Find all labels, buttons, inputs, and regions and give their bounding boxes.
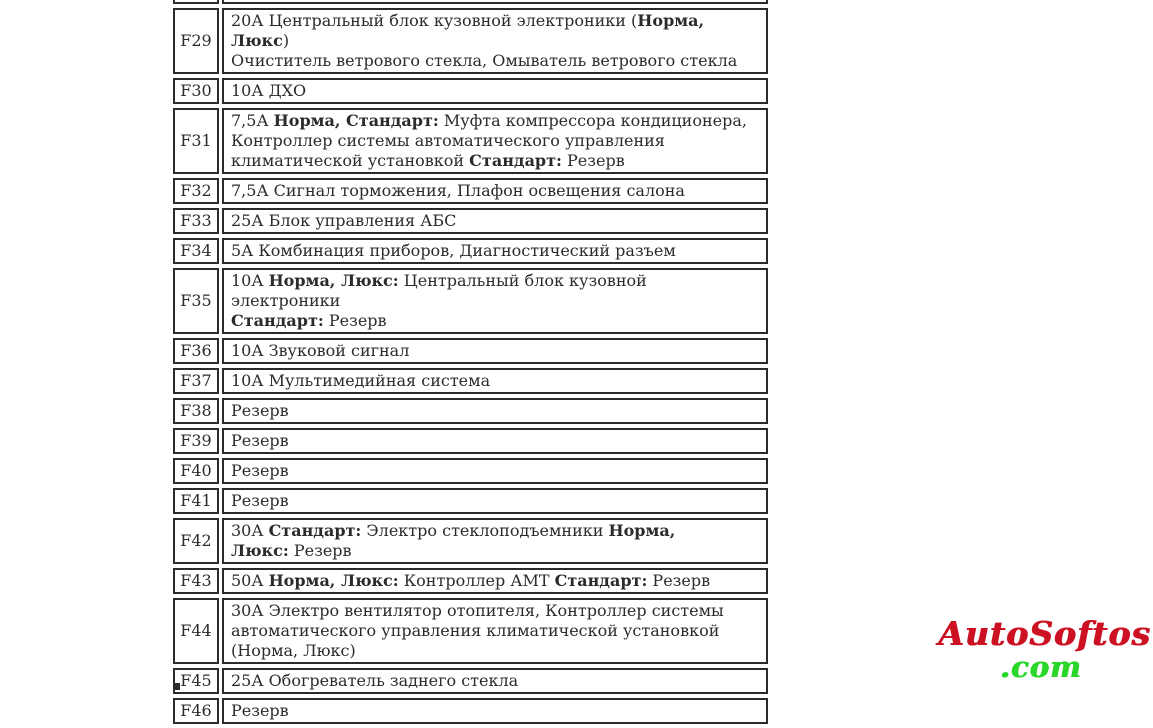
table-row xyxy=(173,268,768,334)
description-text: 10А Звуковой сигнал xyxy=(231,341,410,360)
fuse-id-cell: F35 xyxy=(173,268,219,334)
table-row xyxy=(173,398,768,424)
description-text: 7,5А Сигнал торможения, Плафон освещения салона xyxy=(231,181,685,200)
fuse-description-cell xyxy=(222,458,768,484)
fuse-description-cell xyxy=(222,238,768,264)
description-text: Муфта компрессора кондиционера, xyxy=(438,111,747,130)
cutoff-row-above-description-cell xyxy=(222,0,768,4)
description-text: Очиститель ветрового стекла, Омыватель ветрового стекла xyxy=(231,51,738,70)
table-row xyxy=(173,518,768,564)
fuse-description-cell xyxy=(222,598,768,664)
trim-level-label: Стандарт: xyxy=(268,521,362,540)
table-row xyxy=(173,458,768,484)
fuse-description-cell xyxy=(222,568,768,594)
description-text: 10А ДХО xyxy=(231,81,307,100)
description-text: 30А Электро вентилятор отопителя, Контроллер системы xyxy=(231,601,724,620)
table-row xyxy=(173,488,768,514)
fuse-id-cell: F40 xyxy=(173,458,219,484)
description-text: (Норма, Люкс) xyxy=(231,641,356,660)
watermark xyxy=(938,614,1151,684)
watermark-domain-suffix: .com xyxy=(999,650,1082,684)
fuse-description-cell xyxy=(222,668,768,694)
table-row xyxy=(173,238,768,264)
table-row xyxy=(173,178,768,204)
description-text: 20А Центральный блок кузовной электроники ( xyxy=(231,11,638,30)
fuse-id-cell: F34 xyxy=(173,238,219,264)
description-text: 30А xyxy=(231,521,269,540)
description-text: Резерв xyxy=(231,491,289,510)
description-text: климатической установкой xyxy=(231,151,470,170)
description-text: Резерв xyxy=(231,431,289,450)
description-text: 50А xyxy=(231,571,269,590)
trim-level-label: Норма, Люкс xyxy=(231,11,705,50)
description-text: Резерв xyxy=(288,541,352,560)
fuse-id-cell: F30 xyxy=(173,78,219,104)
description-text: 7,5А xyxy=(231,111,274,130)
table-row xyxy=(173,428,768,454)
description-text: Резерв xyxy=(323,311,387,330)
fuse-id-cell: F31 xyxy=(173,108,219,174)
description-text: ) xyxy=(282,31,290,50)
description-text: Резерв xyxy=(231,461,289,480)
trim-level-label: Норма, Стандарт: xyxy=(273,111,439,130)
watermark-site-name: AutoSoftos xyxy=(938,614,1151,653)
description-text: 25А Обогреватель заднего стекла xyxy=(231,671,519,690)
description-text: Контроллер системы автоматического управления xyxy=(231,131,665,150)
fuse-id-cell: F32 xyxy=(173,178,219,204)
description-text: Электро стеклоподъемники xyxy=(361,521,609,540)
fuse-description-cell xyxy=(222,488,768,514)
fuse-description-cell xyxy=(222,78,768,104)
description-text: автоматического управления климатической установкой xyxy=(231,621,720,640)
table-row xyxy=(173,108,768,174)
table-row xyxy=(173,338,768,364)
description-text: Резерв xyxy=(647,571,711,590)
table-row xyxy=(173,568,768,594)
table-row xyxy=(173,208,768,234)
fuse-id-cell: F46 xyxy=(173,698,219,724)
fuse-id-cell: F41 xyxy=(173,488,219,514)
fuse-description-cell xyxy=(222,428,768,454)
description-text: 10А Мультимедийная система xyxy=(231,371,491,390)
description-text: Центральный блок кузовной электроники xyxy=(231,271,647,310)
fuse-id-cell: F43 xyxy=(173,568,219,594)
table-row xyxy=(173,78,768,104)
trim-level-label: Норма, Люкс: xyxy=(268,571,399,590)
table-row xyxy=(173,368,768,394)
table-row xyxy=(173,598,768,664)
description-text: Резерв xyxy=(561,151,625,170)
fuse-id-cell: F38 xyxy=(173,398,219,424)
fuse-description-cell xyxy=(222,268,768,334)
description-text: 10А xyxy=(231,271,269,290)
fuse-description-cell xyxy=(222,8,768,74)
fuse-description-cell xyxy=(222,518,768,564)
fuse-description-cell xyxy=(222,208,768,234)
fuse-description-cell xyxy=(222,368,768,394)
description-text: 25А Блок управления АБС xyxy=(231,211,457,230)
fuse-id-cell: F44 xyxy=(173,598,219,664)
trim-level-label: Стандарт: xyxy=(469,151,562,170)
description-text: Резерв xyxy=(231,401,289,420)
description-text: Контроллер АМТ xyxy=(398,571,555,590)
trim-level-label: Люкс: xyxy=(231,541,289,560)
description-text: Резерв xyxy=(231,701,289,720)
fuse-id-cell: F37 xyxy=(173,368,219,394)
fuse-id-cell: F36 xyxy=(173,338,219,364)
fuse-description-cell xyxy=(222,178,768,204)
fuse-id-cell: F29 xyxy=(173,8,219,74)
trim-level-label: Норма, xyxy=(608,521,676,540)
table-row xyxy=(173,698,768,724)
cutoff-row-below-corner xyxy=(173,683,180,690)
fuse-id-cell: F45 xyxy=(173,668,219,694)
trim-level-label: Норма, Люкс: xyxy=(268,271,399,290)
fuse-table xyxy=(173,8,768,728)
fuse-id-cell: F39 xyxy=(173,428,219,454)
fuse-id-cell: F42 xyxy=(173,518,219,564)
fuse-description-cell xyxy=(222,338,768,364)
fuse-description-cell xyxy=(222,108,768,174)
table-row xyxy=(173,8,768,74)
cutoff-row-above-fuse-cell xyxy=(173,0,219,4)
fuse-description-cell xyxy=(222,398,768,424)
table-row xyxy=(173,668,768,694)
trim-level-label: Стандарт: xyxy=(554,571,648,590)
fuse-description-cell xyxy=(222,698,768,724)
trim-level-label: Стандарт: xyxy=(231,311,324,330)
description-text: 5А Комбинация приборов, Диагностический разъем xyxy=(231,241,676,260)
fuse-id-cell: F33 xyxy=(173,208,219,234)
